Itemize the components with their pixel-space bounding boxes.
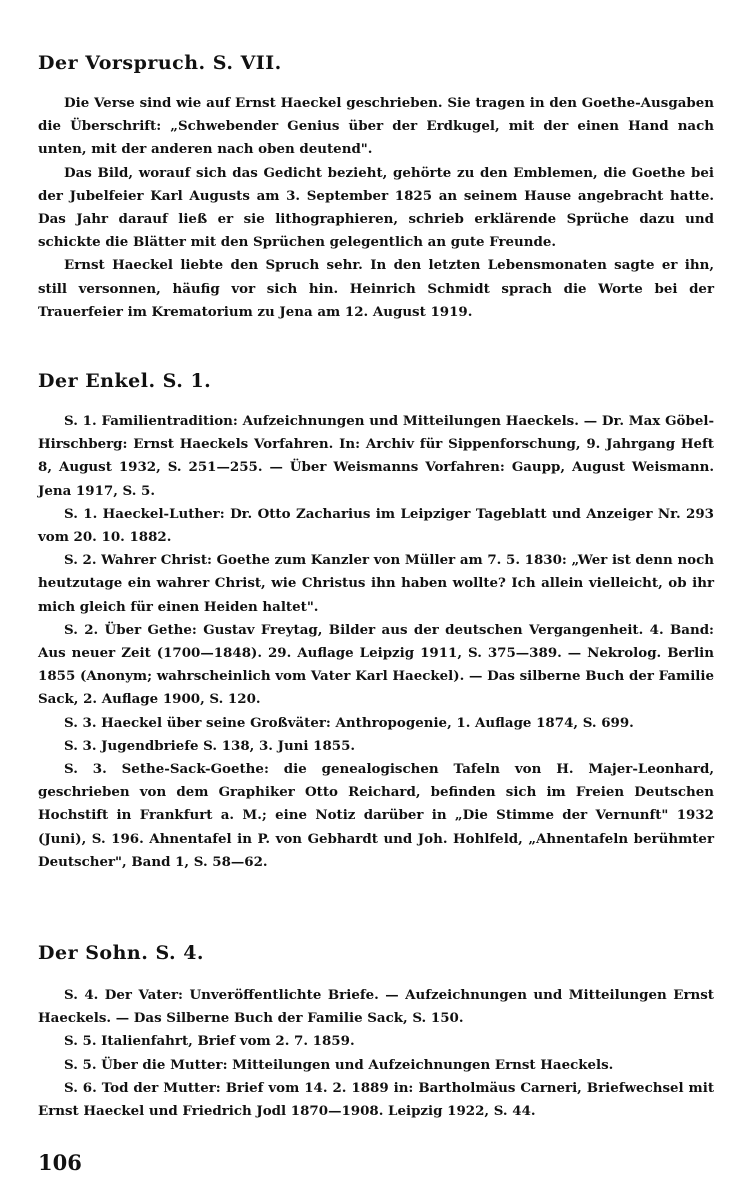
paragraph: S. 4. Der Vater: Unveröffentlichte Briefe. — Aufzeichnungen und Mitteilungen Ernst Haeckels. — Das Silberne Buch der Familie Sack, S. 150. [38, 987, 714, 1027]
section-heading-enkel: Der Enkel. S. 1. [38, 370, 212, 392]
paragraph: Ernst Haeckel liebte den Spruch sehr. In den letzten Lebensmonaten sagte er ihn, still versonnen, häufig vor sich hin. Heinrich Schmidt sprach die Worte bei der Trauerfeier im Krematorium zu Jena am 12. August 1919. [38, 257, 714, 320]
paragraph: Das Bild, worauf sich das Gedicht bezieht, gehörte zu den Emblemen, die Goethe bei der Jubelfeier Karl Augusts am 3. September 1825 an seinem Hause angebracht hatte. Das Jahr darauf ließ er sie lithographieren, schrieb erklärende Sprüche dazu und schickte die Blätter mit den Sprüchen gelegentlich an gute Freunde. [38, 164, 714, 251]
section-body-sohn [38, 984, 714, 1123]
paragraph: S. 3. Sethe-Sack-Goethe: die genealogischen Tafeln von H. Majer-Leonhard, geschrieben von dem Graphiker Otto Reichard, befinden sich im Freien Deutschen Hochstift in Frankfurt a. M.; eine Notiz darüber in „Die Stimme der Vernunft" 1932 (Juni), S. 196. Ahnentafel in P. von Gebhardt und Joh. Hohlfeld, „Ahnentafeln berühmter Deutscher", Band 1, S. 58—62. [38, 761, 714, 870]
paragraph: S. 3. Haeckel über seine Großväter: Anthropogenie, 1. Auflage 1874, S. 699. [64, 714, 634, 731]
section-body-vorspruch [38, 92, 714, 324]
section-body-enkel [38, 410, 714, 874]
paragraph: Die Verse sind wie auf Ernst Haeckel geschrieben. Sie tragen in den Goethe-Ausgaben die Überschrift: „Schwebender Genius über der Erdkugel, mit der einen Hand nach unten, mit der anderen nach oben deutend". [38, 95, 714, 158]
paragraph: S. 5. Über die Mutter: Mitteilungen und Aufzeichnungen Ernst Haeckels. [64, 1056, 614, 1073]
paragraph: S. 6. Tod der Mutter: Brief vom 14. 2. 1889 in: Bartholmäus Carneri, Briefwechsel mit Ernst Haeckel und Friedrich Jodl 1870—1908. Leipzig 1922, S. 44. [38, 1079, 714, 1120]
section-heading-vorspruch: Der Vorspruch. S. VII. [38, 52, 282, 74]
paragraph: S. 5. Italienfahrt, Brief vom 2. 7. 1859. [64, 1033, 355, 1050]
paragraph: S. 3. Jugendbriefe S. 138, 3. Juni 1855. [64, 737, 356, 754]
page-number: 106 [38, 1150, 82, 1175]
paragraph: S. 1. Familientradition: Aufzeichnungen und Mitteilungen Haeckels. — Dr. Max Göbel-Hirschberg: Ernst Haeckels Vorfahren. In: Archiv für Sippenforschung, 9. Jahrgang Heft 8, August 1932, S. 251—255. — Über Weismanns Vorfahren: Gaupp, August Weismann. Jena 1917, S. 5. [38, 413, 714, 499]
paragraph: S. 2. Wahrer Christ: Goethe zum Kanzler von Müller am 7. 5. 1830: „Wer ist denn noch heutzutage ein wahrer Christ, wie Christus ihn haben wollte? Ich allein vielleicht, ob ihr mich gleich für einen Heiden haltet". [38, 552, 714, 615]
paragraph: S. 2. Über Gethe: Gustav Freytag, Bilder aus der deutschen Vergangenheit. 4. Band: Aus neuer Zeit (1700—1848). 29. Auflage Leipzig 1911, S. 375—389. — Nekrolog. Berlin 1855 (Anonym; wahrscheinlich vom Vater Karl Haeckel). — Das silberne Buch der Familie Sack, 2. Auflage 1900, S. 120. [38, 621, 714, 708]
section-heading-sohn: Der Sohn. S. 4. [38, 942, 205, 964]
paragraph: S. 1. Haeckel-Luther: Dr. Otto Zacharius im Leipziger Tageblatt und Anzeiger Nr. 293 vom 20. 10. 1882. [38, 505, 714, 546]
